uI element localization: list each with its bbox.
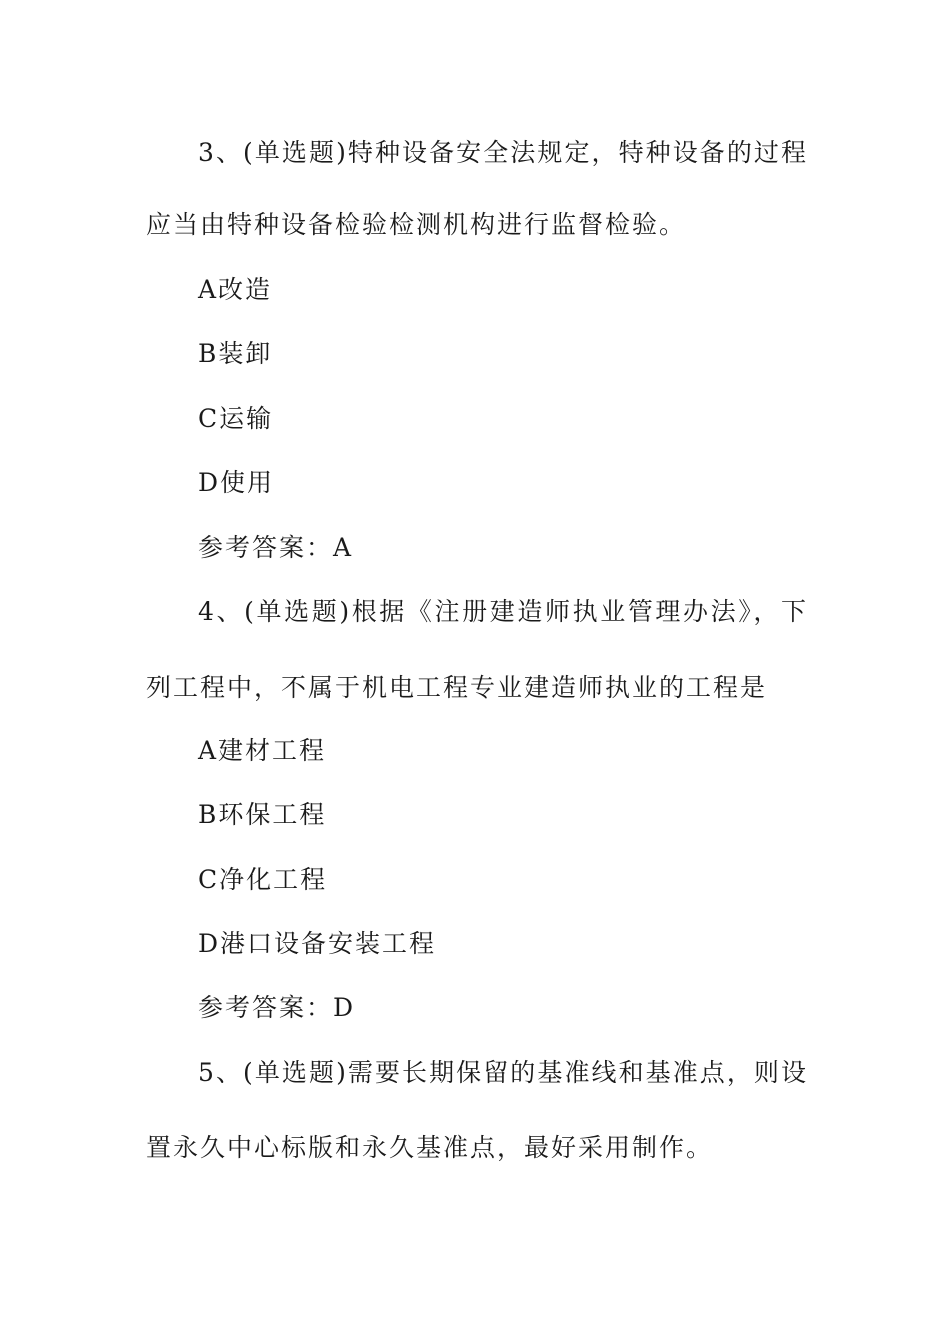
question-5-text-line-1: 5、(单选题)需要长期保留的基准线和基准点，则设	[198, 1058, 806, 1087]
question-3-text-line-2: 应当由特种设备检验检测机构进行监督检验。	[146, 210, 687, 239]
question-3-answer: 参考答案：A	[198, 533, 354, 562]
question-4-text-line-2: 列工程中，不属于机电工程专业建造师执业的工程是	[146, 673, 768, 702]
question-4-text-line-1: 4、(单选题)根据《注册建造师执业管理办法》，下	[198, 597, 806, 626]
question-3-option-a: A改造	[198, 275, 273, 304]
question-3-option-c: C运输	[198, 404, 274, 433]
question-3-option-b: B装卸	[198, 339, 273, 368]
question-4-option-b: B环保工程	[198, 800, 327, 829]
question-5-text-line-2: 置永久中心标版和永久基准点，最好采用制作。	[146, 1133, 714, 1162]
question-4-option-c: C净化工程	[198, 865, 328, 894]
question-4-option-a: A建材工程	[198, 736, 327, 765]
question-4-answer: 参考答案：D	[198, 993, 356, 1022]
question-4-option-d: D港口设备安装工程	[198, 929, 437, 958]
question-3-text-line-1: 3、(单选题)特种设备安全法规定，特种设备的过程	[198, 138, 806, 167]
question-3-option-d: D使用	[198, 468, 275, 497]
